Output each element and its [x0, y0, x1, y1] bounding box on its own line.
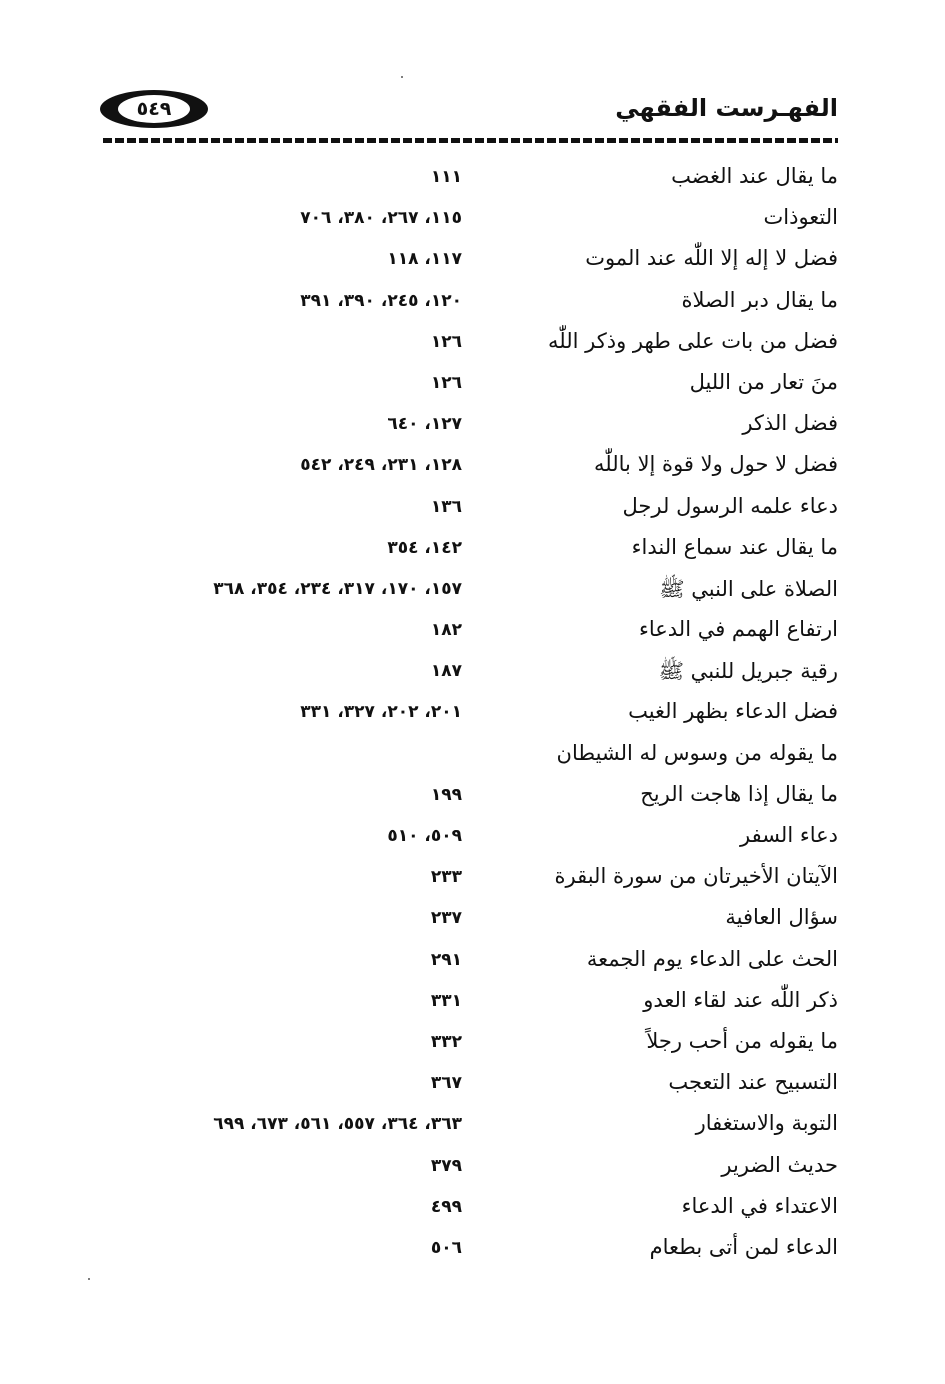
index-row [100, 446, 838, 487]
index-row [100, 776, 838, 817]
index-row [100, 817, 838, 858]
index-topic: فضل لا إله إلا اللّٰه عند الموت [585, 246, 838, 271]
index-topic: فضل من بات على طهر وذكر اللّٰه [548, 328, 838, 353]
index-row [100, 941, 838, 982]
page-number-badge [100, 90, 208, 128]
index-topic: ما يقال عند الغضب [671, 164, 838, 188]
index-row [100, 529, 838, 570]
index-row [100, 158, 838, 199]
index-pages: ١٩٩ [430, 784, 462, 805]
index-topic: دعاء علمه الرسول لرجل [622, 493, 838, 518]
index-row [100, 323, 838, 364]
index-pages: ١١٥، ٢٦٧، ٣٨٠، ٧٠٦ [300, 208, 462, 229]
index-pages: ١٢٨، ٢٣١، ٢٤٩، ٥٤٢ [300, 455, 462, 476]
index-topic: ما يقوله من أحب رجلاً [646, 1028, 838, 1053]
index-topic: الآيتان الأخيرتان من سورة البقرة [554, 864, 838, 889]
index-topic: التوبة والاستغفار [695, 1111, 838, 1136]
index-row [100, 1147, 838, 1188]
index-topic: فضل الدعاء بظهر الغيب [628, 699, 838, 724]
index-pages: ٤٩٩ [430, 1196, 462, 1217]
index-pages: ١٢٧، ٦٤٠ [387, 414, 462, 435]
index-pages: ٢٠١، ٢٠٢، ٣٢٧، ٣٣١ [300, 702, 462, 723]
index-pages: ١٣٦ [430, 496, 462, 517]
index-pages: ١٢٠، ٢٤٥، ٣٩٠، ٣٩١ [300, 290, 462, 311]
index-row [100, 1229, 838, 1270]
index-topic: ما يقوله من وسوس له الشيطان [556, 740, 838, 765]
index-pages: ٥٠٩، ٥١٠ [387, 826, 462, 846]
index-row [100, 240, 838, 281]
index-pages: ١٨٢ [430, 620, 462, 641]
index-topic: ما يقال دبر الصلاة [681, 287, 838, 312]
index-topic: ارتفاع الهمم في الدعاء [638, 617, 838, 642]
index-row [100, 982, 838, 1023]
index-topic: التسبيح عند التعجب [668, 1070, 838, 1095]
index-pages: ١١١ [430, 167, 462, 187]
index-pages: ٣٧٩ [430, 1155, 462, 1176]
index-topic: ما يقال إذا هاجت الريح [640, 781, 838, 806]
index-row [100, 611, 838, 652]
index-row [100, 1023, 838, 1064]
index-pages: ٣٣٢ [430, 1031, 462, 1052]
index-row [100, 282, 838, 323]
index-pages: ١٨٧ [430, 661, 462, 682]
index-topic: رقية جبريل للنبي ﷺ [658, 659, 838, 684]
index-topic: فضل الذكر [742, 411, 838, 436]
index-row [100, 899, 838, 940]
index-topic: حديث الضرير [721, 1152, 838, 1177]
page-number: ٥٤٩ [118, 95, 190, 123]
scan-speck [88, 1278, 90, 1280]
index-pages: ١٥٧، ١٧٠، ٣١٧، ٢٣٤، ٣٥٤، ٣٦٨ [213, 578, 462, 599]
index-topic: دعاء السفر [739, 823, 838, 847]
index-topic: ذكر اللّٰه عند لقاء العدو [643, 987, 838, 1012]
index-topic: الصلاة على النبي ﷺ [659, 576, 838, 601]
index-topic: منَ تعار من الليل [689, 369, 838, 394]
index-pages: ١٢٦ [430, 331, 462, 352]
index-row [100, 735, 838, 776]
index-row [100, 199, 838, 240]
index-pages: ٥٠٦ [430, 1237, 462, 1258]
index-row [100, 1105, 838, 1146]
index-row [100, 488, 838, 529]
index-topic: الاعتداء في الدعاء [681, 1193, 838, 1218]
page-title: الفهـرست الفقهي [615, 94, 838, 122]
index-topic: التعوذات [763, 205, 838, 230]
index-row [100, 570, 838, 611]
index-pages: ١١٧، ١١٨ [387, 249, 462, 270]
header-divider [103, 138, 838, 143]
index-row [100, 858, 838, 899]
index-pages: ١٢٦ [430, 372, 462, 393]
index-topic: ما يقال عند سماع النداء [631, 534, 838, 559]
index-topic: فضل لا حول ولا قوة إلا باللّٰه [594, 452, 838, 477]
index-row [100, 1064, 838, 1105]
index-topic: الدعاء لمن أتى بطعام [649, 1234, 838, 1259]
index-list [100, 158, 838, 1270]
page-header [100, 88, 838, 132]
index-pages: ٣٦٧ [430, 1073, 462, 1094]
index-row [100, 364, 838, 405]
index-topic: الحث على الدعاء يوم الجمعة [586, 946, 838, 971]
index-row [100, 693, 838, 734]
index-pages: ٢٩١ [430, 949, 462, 970]
index-pages: ٣٣١ [430, 990, 462, 1011]
index-row [100, 1188, 838, 1229]
index-pages: ٣٦٣، ٣٦٤، ٥٥٧، ٥٦١، ٦٧٣، ٦٩٩ [213, 1114, 462, 1135]
index-topic: سؤال العافية [725, 905, 838, 930]
index-pages: ١٤٢، ٣٥٤ [387, 537, 462, 558]
index-pages: ٢٣٣ [430, 867, 462, 888]
index-pages: ٢٣٧ [430, 908, 462, 929]
scan-speck [401, 76, 403, 78]
index-row [100, 652, 838, 693]
index-row [100, 405, 838, 446]
